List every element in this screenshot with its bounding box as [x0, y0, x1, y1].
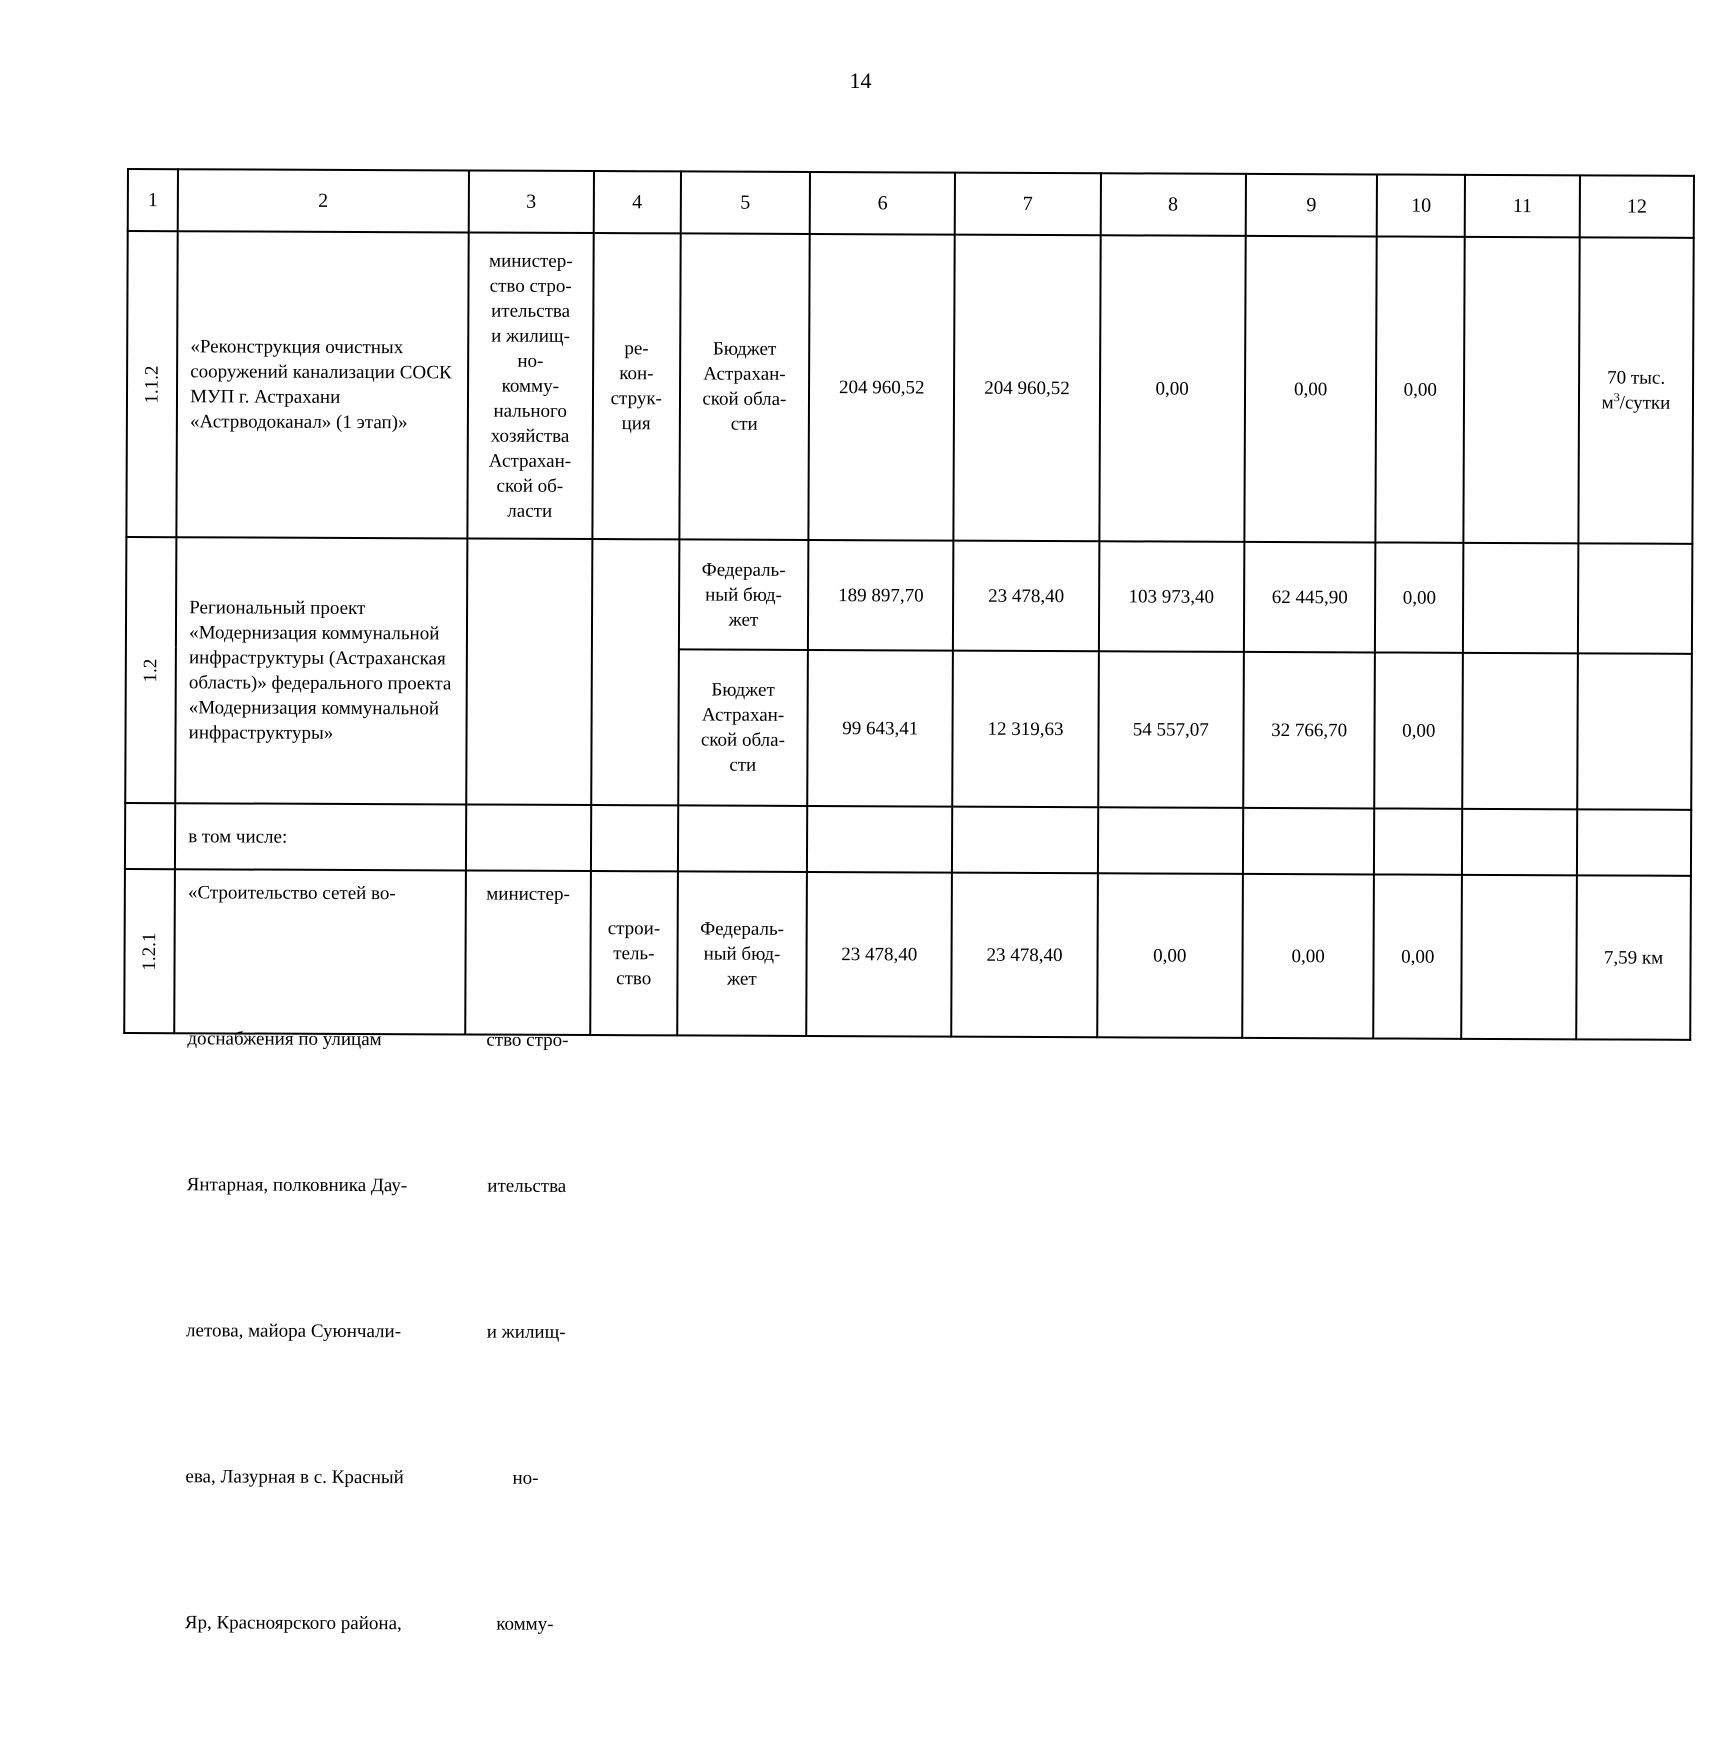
- empty-cell: [1374, 808, 1462, 874]
- executor-line: Астрахан-: [488, 450, 572, 472]
- result-indicator-value: 70 тыс.: [1607, 367, 1666, 389]
- table-row: [126, 537, 1692, 654]
- executor-line: ительства: [487, 1175, 567, 1197]
- empty-col12: [1578, 543, 1692, 653]
- empty-cell: [1097, 807, 1242, 874]
- executor-line: хозяйства: [490, 425, 570, 447]
- amount-col8: 103 973,40: [1098, 541, 1244, 652]
- funding-source-line: ской обла-: [700, 729, 785, 751]
- row-code-cell: [126, 231, 177, 537]
- unit-superscript: 3: [1613, 390, 1620, 405]
- funding-source-line: Федераль-: [700, 918, 785, 940]
- header-cell: 3: [468, 170, 594, 233]
- work-type-line: строи-: [607, 917, 661, 939]
- amount-col10: 0,00: [1374, 874, 1462, 1038]
- executor-line: но-: [517, 350, 544, 372]
- funding-source-line: жет: [728, 609, 759, 631]
- empty-cell: [125, 803, 175, 869]
- funding-source-line: ный бюд-: [703, 943, 781, 965]
- header-cell: 6: [810, 172, 955, 235]
- funding-source-line: Бюджет: [712, 338, 777, 360]
- empty-cell: [591, 805, 678, 871]
- measure-name-lines: [184, 880, 460, 1635]
- amount-col6: 99 643,41: [807, 650, 953, 807]
- row-code-cell: [124, 869, 175, 1033]
- program-table: [123, 168, 1695, 1635]
- executor-line: и жилищ-: [486, 1321, 566, 1343]
- amount-col8: 0,00: [1097, 873, 1243, 1038]
- header-cell: 11: [1465, 175, 1580, 238]
- row-code: 1.2: [140, 658, 162, 683]
- measure-name-cell: [174, 869, 465, 1635]
- measure-name: Региональный проект «Модернизация коммунальной инфраструктуры (Астраханская область)» федерального проекта «Модернизация коммунальной инфраструктуры»: [175, 537, 467, 804]
- amount-col9: 32 766,70: [1243, 652, 1375, 809]
- amount-col8: 0,00: [1099, 235, 1246, 542]
- measure-name-line: Янтарная, полковника Дау-: [186, 1174, 408, 1197]
- empty-col11: [1464, 237, 1580, 543]
- amount-col10: 0,00: [1375, 542, 1463, 652]
- empty-col11: [1461, 875, 1577, 1039]
- measure-name-line: Яр, Красноярского района,: [184, 1612, 402, 1635]
- amount-col7: 204 960,52: [954, 235, 1101, 542]
- work-type-line: ре-: [624, 338, 649, 360]
- including-label: в том числе:: [175, 803, 466, 870]
- executor-line: нального: [493, 400, 567, 422]
- funding-source-line: ской обла-: [702, 388, 787, 410]
- empty-cell: [1243, 808, 1375, 875]
- empty-col12: [1577, 653, 1692, 809]
- funding-source-line: жет: [727, 968, 757, 990]
- measure-name-line: летова, майора Суюнчали-: [186, 1320, 402, 1343]
- executor-line: ство стро-: [486, 1029, 569, 1051]
- amount-col10: 0,00: [1375, 652, 1463, 808]
- amount-col6: 204 960,52: [809, 234, 956, 541]
- executor-cell: [466, 538, 593, 805]
- measure-name: «Реконструкция очистных сооружений канализации СОСК МУП г. Астрахани «Астрводоканал» (1 этап)»: [177, 231, 469, 538]
- executor-line: ительства: [491, 300, 571, 322]
- work-type-cell: [591, 539, 679, 805]
- executor-line: комму-: [501, 375, 559, 397]
- result-indicator: 7,59 км: [1576, 875, 1691, 1039]
- table-row: [124, 869, 1691, 1040]
- executor-line: ской об-: [496, 475, 564, 497]
- amount-col7: 12 319,63: [953, 651, 1099, 808]
- work-type-line: тель-: [613, 942, 655, 964]
- empty-col11: [1462, 653, 1578, 809]
- work-type-cell: [592, 233, 680, 539]
- result-indicator-cell: [1578, 237, 1693, 543]
- executor-line: комму-: [496, 1613, 554, 1635]
- funding-source-line: ный бюд-: [705, 584, 782, 606]
- table-row: [126, 231, 1693, 544]
- page-number: 14: [849, 68, 872, 93]
- table-row: [125, 803, 1691, 876]
- amount-col7: 23 478,40: [952, 873, 1098, 1038]
- executor-line: министер-: [489, 250, 573, 272]
- funding-source-line: Федераль-: [701, 559, 786, 581]
- funding-source-line: сти: [729, 754, 757, 776]
- header-cell: 7: [955, 173, 1100, 236]
- work-type-cell: [590, 871, 677, 1035]
- empty-cell: [678, 805, 808, 872]
- amount-col9: 62 445,90: [1244, 542, 1376, 653]
- funding-source-line: Астрахан-: [701, 704, 785, 726]
- funding-source-cell: [677, 871, 807, 1036]
- executor-cell: [467, 232, 594, 539]
- header-cell: 2: [178, 169, 469, 232]
- amount-col7: 23 478,40: [953, 541, 1099, 652]
- header-cell: 12: [1580, 175, 1694, 237]
- header-cell: 9: [1245, 174, 1377, 237]
- empty-cell: [952, 807, 1097, 874]
- amount-col8: 54 557,07: [1098, 651, 1244, 808]
- executor-lines: [470, 882, 586, 1635]
- empty-cell: [1577, 809, 1691, 875]
- amount-col9: 0,00: [1244, 236, 1377, 543]
- funding-source-line: Астрахан-: [703, 363, 786, 385]
- header-cell: 10: [1377, 174, 1465, 236]
- executor-line: ласти: [507, 500, 553, 522]
- measure-name-line: доснабжения по улицам: [187, 1028, 382, 1051]
- executor-line: министер-: [486, 883, 570, 905]
- work-type-line: кон-: [619, 363, 654, 385]
- executor-cell: [465, 870, 591, 1635]
- amount-col6: 189 897,70: [808, 540, 954, 651]
- header-cell: 1: [128, 169, 178, 231]
- work-type-line: ция: [621, 413, 651, 435]
- amount-col6: 23 478,40: [806, 872, 952, 1037]
- work-type-line: ство: [616, 967, 652, 989]
- measure-name-line: «Строительство сетей во-: [187, 882, 396, 905]
- header-cell: 4: [594, 171, 681, 233]
- header-cell: 8: [1100, 173, 1245, 236]
- measure-name-line: ева, Лазурная в с. Красный: [185, 1466, 404, 1489]
- empty-cell: [466, 804, 592, 871]
- result-indicator-unit: [1584, 390, 1688, 415]
- header-cell: 5: [680, 171, 810, 234]
- row-code: 1.1.2: [141, 365, 163, 404]
- funding-source-cell: [678, 649, 808, 806]
- funding-source-line: Бюджет: [711, 679, 775, 701]
- empty-col11: [1463, 543, 1578, 654]
- header-row: [128, 169, 1694, 238]
- amount-col10: 0,00: [1376, 236, 1465, 542]
- row-code-cell: [125, 537, 176, 803]
- funding-source-line: сти: [730, 413, 758, 435]
- funding-source-cell: [679, 233, 810, 540]
- work-type-line: струк-: [610, 388, 662, 410]
- empty-cell: [1462, 809, 1577, 876]
- unit-prefix: м: [1601, 392, 1614, 414]
- funding-source-cell: [679, 539, 809, 650]
- executor-line: и жилищ-: [491, 325, 570, 347]
- amount-col9: 0,00: [1242, 874, 1374, 1039]
- executor-line: но-: [512, 1467, 539, 1489]
- empty-cell: [807, 806, 952, 873]
- executor-line: ство стро-: [489, 275, 572, 297]
- row-code: 1.2.1: [139, 932, 161, 971]
- unit-suffix: /сутки: [1619, 392, 1671, 414]
